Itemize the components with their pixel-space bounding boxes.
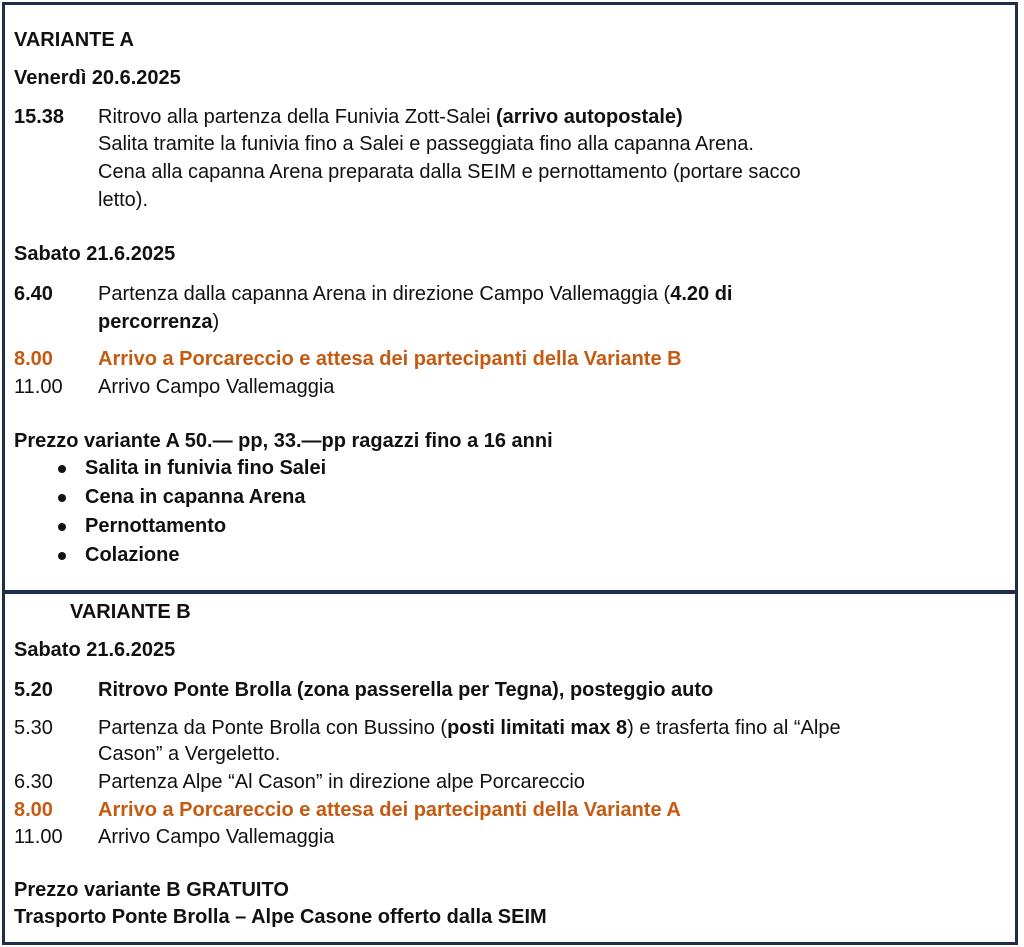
variant-a-e2-text: Arrivo a Porcareccio e attesa dei partecipanti della Variante B — [98, 348, 682, 370]
variant-a-include-2: Cena in capanna Arena — [85, 486, 306, 508]
variant-a-e1-bold2: percorrenza — [98, 311, 213, 333]
variant-b-e1-text: Ritrovo Ponte Brolla (zona passerella per Tegna), posteggio auto — [98, 679, 714, 701]
variant-b-e1-time: 5.20 — [14, 679, 53, 701]
variant-a-day1-line3: Cena alla capanna Arena preparata dalla SEIM e pernottamento (portare sacco — [98, 161, 801, 183]
variant-a-e1-time: 6.40 — [14, 283, 53, 305]
variant-b-e2-bold: posti limitati max 8 — [447, 717, 628, 739]
variant-a-day2-date: Sabato 21.6.2025 — [14, 243, 176, 265]
variant-a-e3-text: Arrivo Campo Vallemaggia — [98, 376, 335, 398]
variant-a-e1-text: Partenza dalla capanna Arena in direzione Campo Vallemaggia ( — [98, 283, 671, 305]
variant-a-e1-line1 — [98, 283, 732, 306]
variant-b-e2-post: ) e trasferta fino al “Alpe — [627, 717, 841, 739]
variant-b-e4-text: Arrivo a Porcareccio e attesa dei partecipanti della Variante A — [98, 799, 681, 821]
bullet-icon — [58, 552, 66, 560]
variant-a-include-3: Pernottamento — [85, 515, 227, 537]
variant-b-e2-line1 — [98, 717, 841, 740]
variant-b-e5-time: 11.00 — [14, 826, 63, 848]
variant-a-title: VARIANTE A — [14, 29, 134, 51]
variant-a-day1-line1-text: Ritrovo alla partenza della Funivia Zott-Salei — [98, 106, 496, 128]
variant-b-e3-text: Partenza Alpe “Al Cason” in direzione alpe Porcareccio — [98, 771, 585, 793]
variant-a-e1-bold: 4.20 di — [670, 283, 733, 305]
variant-a-day1-date: Venerdì 20.6.2025 — [14, 67, 181, 89]
variant-b-e5-text: Arrivo Campo Vallemaggia — [98, 826, 335, 848]
variant-b-e3-time: 6.30 — [14, 771, 53, 793]
variant-a-price: Prezzo variante A 50.— pp, 33.—pp ragazzi fino a 16 anni — [14, 430, 553, 452]
bullet-icon — [58, 494, 66, 502]
variant-a-e2-time: 8.00 — [14, 348, 53, 370]
bullet-icon — [58, 465, 66, 473]
variant-a-day1-line1 — [98, 106, 683, 129]
variant-a-e1-post: ) — [212, 311, 220, 333]
variant-b-e4-time: 8.00 — [14, 799, 53, 821]
variant-b-date: Sabato 21.6.2025 — [14, 639, 176, 661]
variant-a-e1-line2 — [98, 311, 219, 334]
variant-b-e2-text: Partenza da Ponte Brolla con Bussino ( — [98, 717, 448, 739]
variant-a-day1-line1-bold: (arrivo autopostale) — [495, 106, 683, 128]
variant-b-title: VARIANTE B — [70, 601, 191, 623]
variant-b-price: Prezzo variante B GRATUITO — [14, 879, 289, 901]
variant-a-include-4: Colazione — [85, 544, 180, 566]
variant-b-e2-time: 5.30 — [14, 717, 53, 739]
variant-a-day1-line2: Salita tramite la funivia fino a Salei e passeggiata fino alla capanna Arena. — [98, 133, 754, 155]
variant-a-day1-time: 15.38 — [14, 106, 65, 128]
variant-b-e2-line2: Cason” a Vergeletto. — [98, 743, 281, 765]
variant-a-day1-line4: letto). — [98, 189, 149, 211]
variant-a-include-1: Salita in funivia fino Salei — [85, 457, 327, 479]
variant-a-e3-time: 11.00 — [14, 376, 63, 398]
variant-b-transport: Trasporto Ponte Brolla – Alpe Casone offerto dalla SEIM — [14, 906, 547, 928]
bullet-icon — [58, 523, 66, 531]
